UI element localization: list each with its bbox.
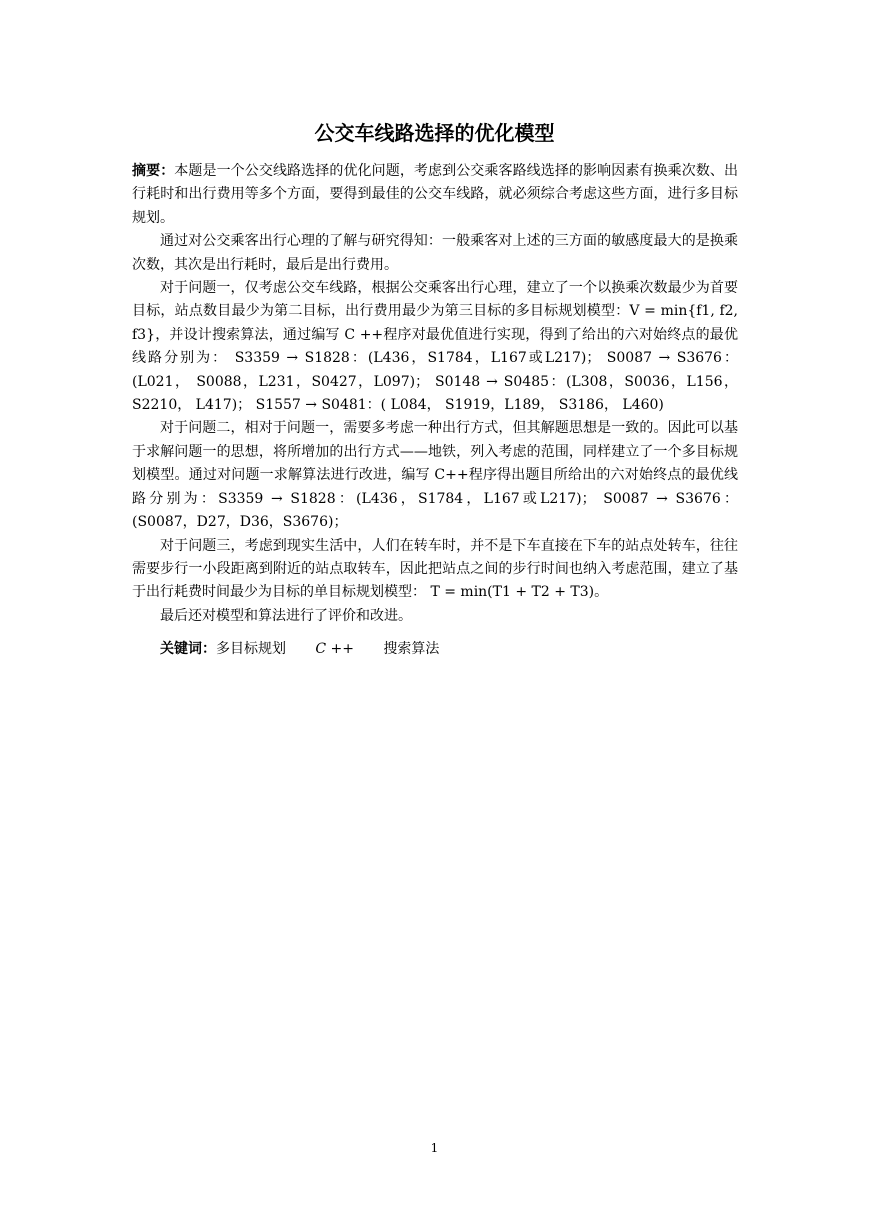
- abstract-paragraph-1: 通过对公交乘客出行心理的了解与研究得知：一般乘客对上述的三方面的敏感度最大的是换乘次数，其次是出行耗时，最后是出行费用。: [132, 233, 738, 273]
- page-number: 1: [430, 1141, 439, 1155]
- abstract-paragraph-5: 最后还对模型和算法进行了评价和改进。: [160, 607, 412, 624]
- keyword-3: 搜索算法: [383, 641, 440, 658]
- abstract-paragraph: [132, 160, 738, 230]
- abstract-text: 本题是一个公交线路选择的优化问题，考虑到公交乘客路线选择的影响因素有换乘次数、出行耗时和出行费用等多个方面，要得到最佳的公交车线路，就必须综合考虑这些方面，进行多目标规划。: [132, 163, 739, 226]
- abstract-paragraph-3: 对于问题二，相对于问题一，需要多考虑一种出行方式，但其解题思想是一致的。因此可以基于求解问题一的思想，将所增加的出行方式——地铁，列入考虑的范围，同样建立了一个多目标规划模型。通过对问题一求解算法进行改进，编写 C++程序得出题目所给出的六对始终点的最优线路分别为：S3359 → S1828：(L436，S1784，L167或L217)； S0087 → S3676：(S0087，D27，D36，S3676)；: [132, 420, 738, 531]
- keywords-line: [132, 638, 738, 661]
- keywords-label: 关键词：: [160, 641, 216, 658]
- abstract-section: [132, 160, 738, 662]
- abstract-paragraph-2: 对于问题一，仅考虑公交车线路，根据公交乘客出行心理，建立了一个以换乘次数最少为首要目标，站点数目最少为第二目标，出行费用最少为第三目标的多目标规划模型：V = min{f1, f2, f3}，并设计搜索算法，通过编写 C ++程序对最优值进行实现，得到了给出的六对始终点的最优线路分别为： S3359 → S1828：(L436，S1784，L167或L217)； S0087 → S3676：(L021， S0088，L231，S0427，L097)； S0148 → S0485：(L308，S0036，L156，S2210， L417)； S1557 → S0481：( L084， S1919，L189， S3186， L460): [132, 280, 738, 414]
- paper-title: 公交车线路选择的优化模型: [314, 121, 555, 145]
- keyword-2: C ++: [315, 641, 355, 658]
- abstract-paragraph-4: 对于问题三，考虑到现实生活中，人们在转车时，并不是下车直接在下车的站点处转车，往往需要步行一小段距离到附近的站点取转车，因此把站点之间的步行时间也纳入考虑范围，建立了基于出行耗费时间最少为目标的单目标规划模型： T = min(T1 + T2 + T3)。: [132, 537, 738, 601]
- abstract-label: 摘要：: [132, 163, 175, 179]
- keyword-1: 多目标规划: [216, 641, 286, 658]
